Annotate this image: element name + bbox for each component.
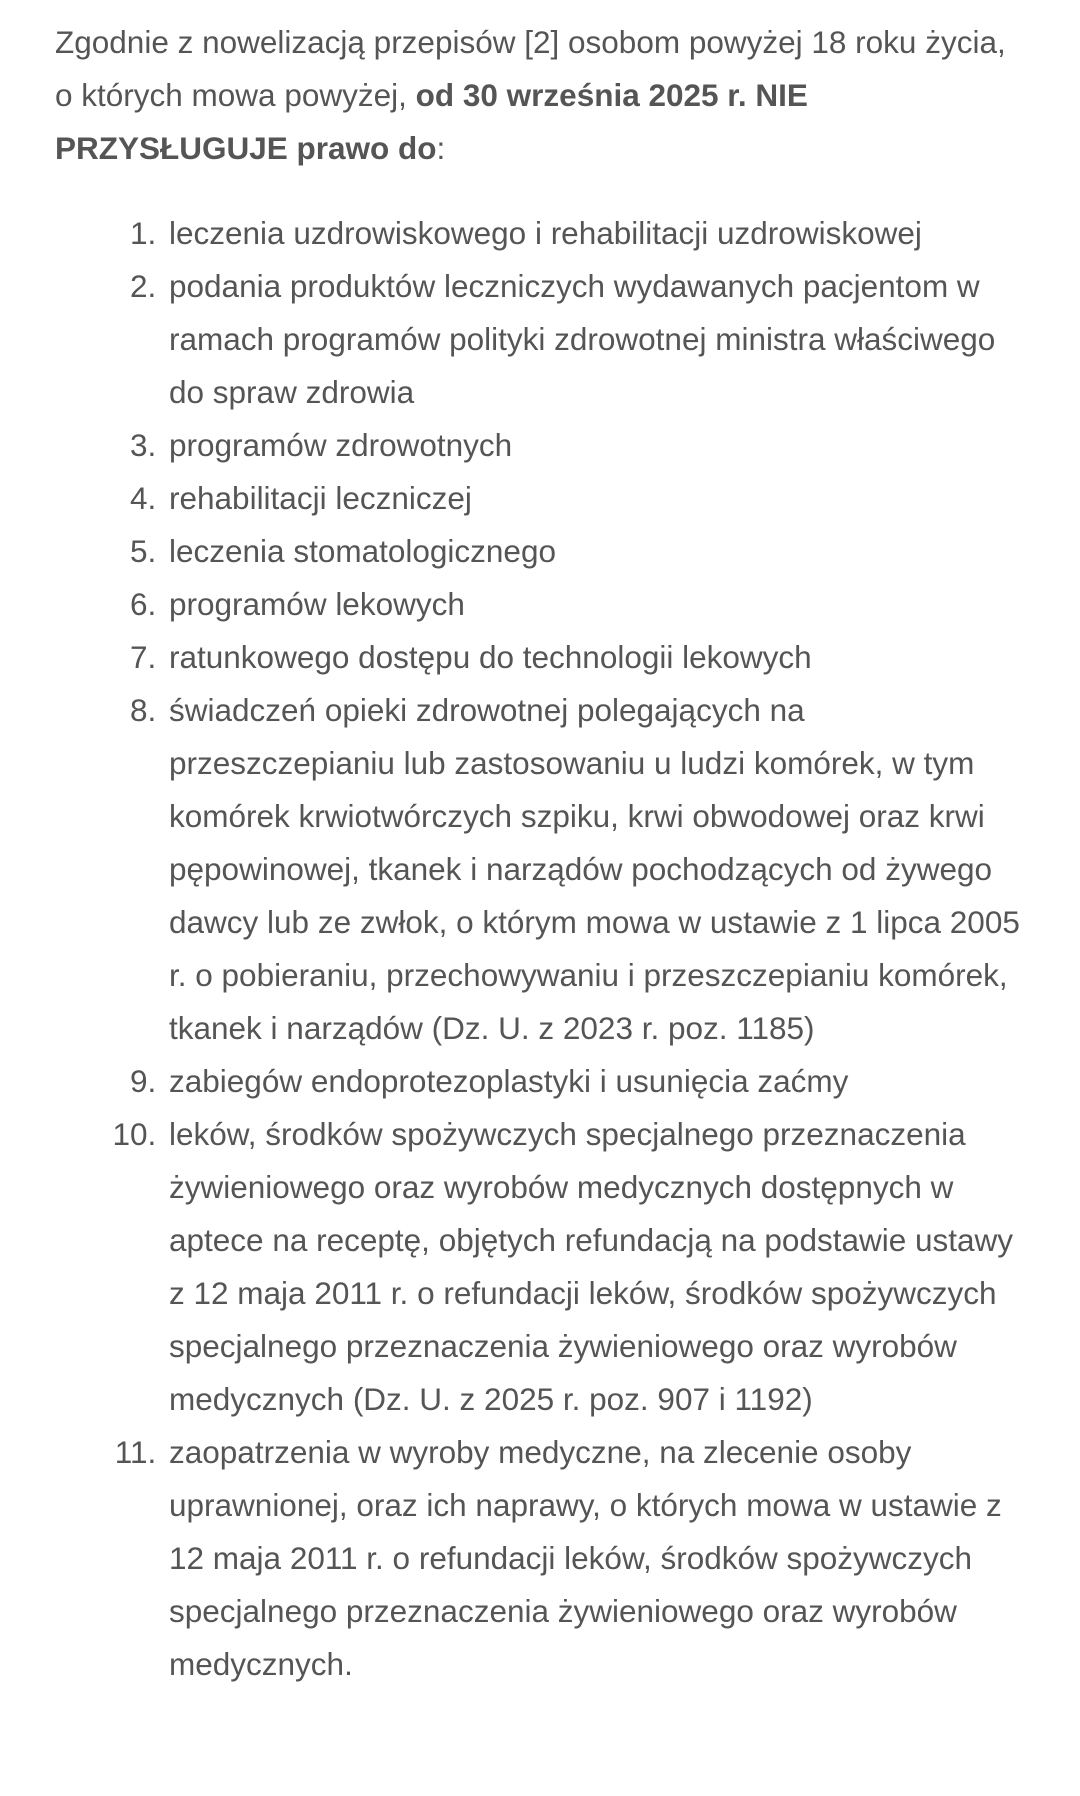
list-item: 7. ratunkowego dostępu do technologii lekowych (165, 631, 1025, 684)
list-item: 8. świadczeń opieki zdrowotnej polegających na przeszczepianiu lub zastosowaniu u ludzi komórek, w tym komórek krwiotwórczych szpiku, krwi obwodowej oraz krwi pępowinowej, tkanek i narządów pochodzących od żywego dawcy lub ze zwłok, o którym mowa w ustawie z 1 lipca 2005 r. o pobieraniu, przechowywaniu i przeszczepianiu komórek, tkanek i narządów (Dz. U. z 2023 r. poz. 1185) (165, 684, 1025, 1055)
list-item: 3. programów zdrowotnych (165, 419, 1025, 472)
list-item: 10. leków, środków spożywczych specjalnego przeznaczenia żywieniowego oraz wyrobów medycznych dostępnych w aptece na receptę, objętych refundacją na podstawie ustawy z 12 maja 2011 r. o refundacji leków, środków spożywczych specjalnego przeznaczenia żywieniowego oraz wyrobów medycznych (Dz. U. z 2025 r. poz. 907 i 1192) (165, 1108, 1025, 1426)
list-item: 1. leczenia uzdrowiskowego i rehabilitacji uzdrowiskowej (165, 207, 1025, 260)
intro-bold-text: od 30 września 2025 r. NIE PRZYSŁUGUJE prawo do (55, 77, 808, 166)
list-item: 6. programów lekowych (165, 578, 1025, 631)
intro-paragraph (55, 16, 1025, 175)
intro-text: Zgodnie z nowelizacją przepisów [2] osobom powyżej 18 roku życia, o których mowa powyżej, (55, 24, 1006, 113)
list-item: 5. leczenia stomatologicznego (165, 525, 1025, 578)
list-item: 11. zaopatrzenia w wyroby medyczne, na zlecenie osoby uprawnionej, oraz ich naprawy, o których mowa w ustawie z 12 maja 2011 r. o refundacji leków, środków spożywczych specjalnego przeznaczenia żywieniowego oraz wyrobów medycznych. (165, 1426, 1025, 1691)
list-item: 4. rehabilitacji leczniczej (165, 472, 1025, 525)
rights-list (55, 207, 1025, 1691)
list-item: 2. podania produktów leczniczych wydawanych pacjentom w ramach programów polityki zdrowotnej ministra właściwego do spraw zdrowia (165, 260, 1025, 419)
list-item: 9. zabiegów endoprotezoplastyki i usunięcia zaćmy (165, 1055, 1025, 1108)
intro-colon: : (436, 130, 446, 166)
